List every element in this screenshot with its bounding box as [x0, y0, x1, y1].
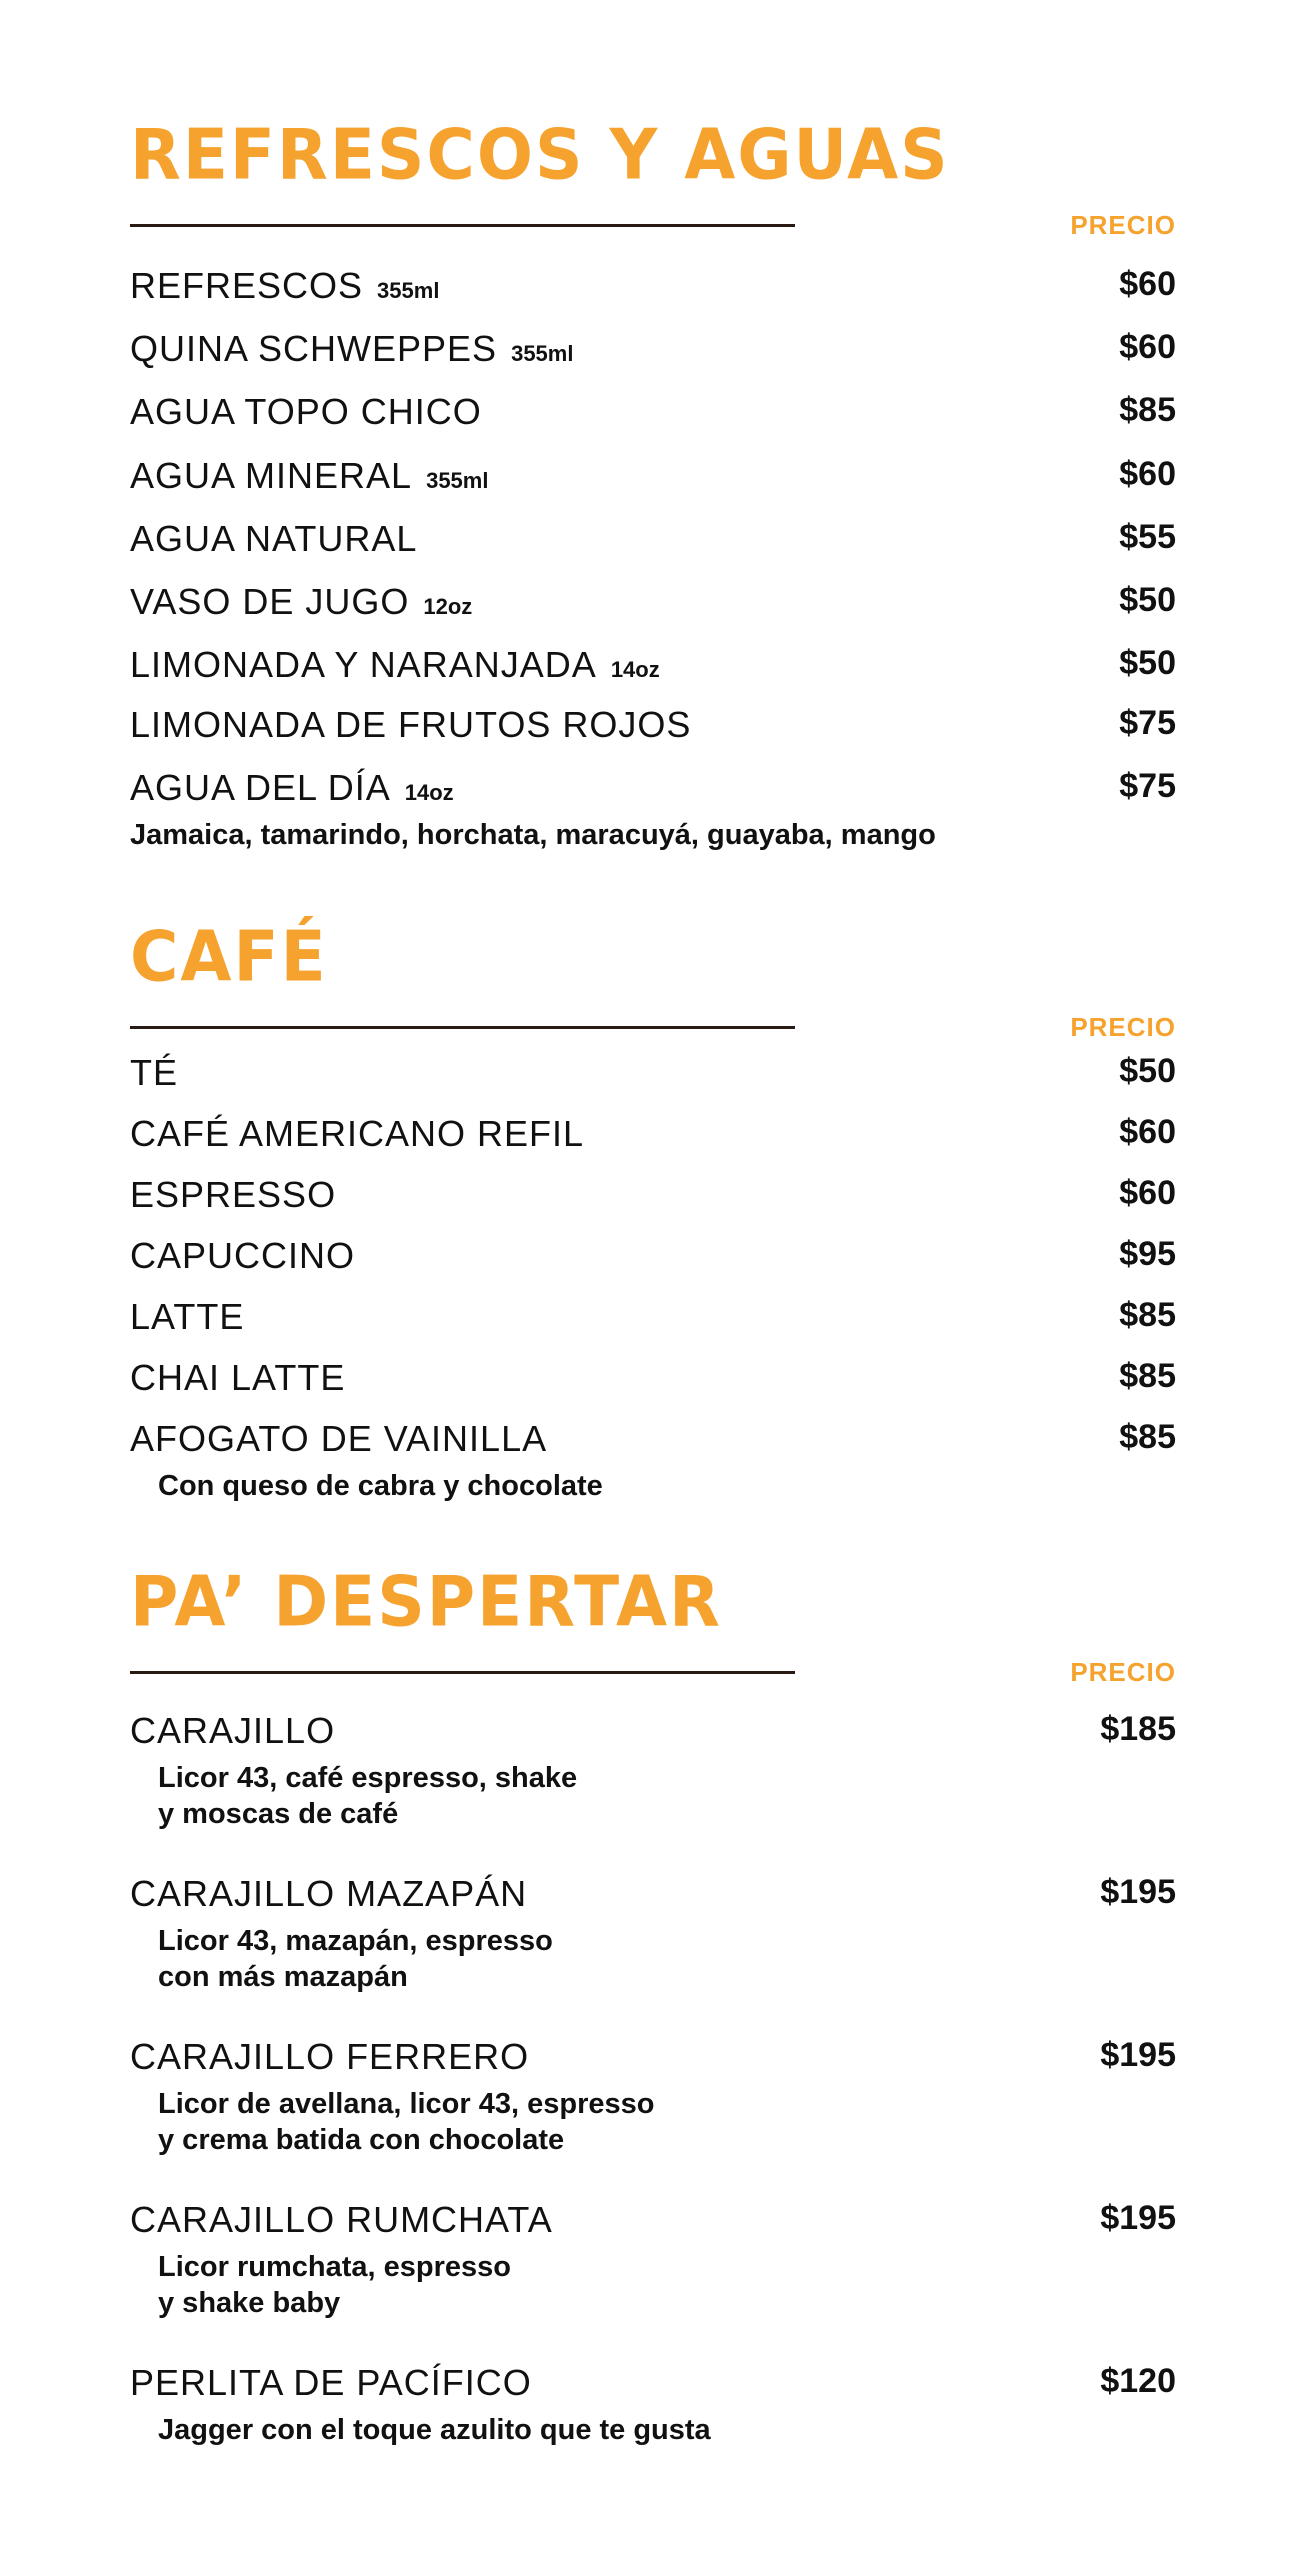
item-price: $185: [1100, 1710, 1176, 1748]
section-title: REFRESCOS Y AGUAS: [130, 113, 950, 196]
item-name: ESPRESSO: [130, 1174, 337, 1215]
item-price: $85: [1119, 1357, 1176, 1395]
item-price: $50: [1119, 1052, 1176, 1090]
item-price: $85: [1119, 391, 1176, 429]
item-price: $85: [1119, 1296, 1176, 1334]
item-description: [130, 2086, 1176, 2158]
menu-item: [130, 1710, 1176, 1832]
item-name: AGUA MINERAL: [130, 455, 413, 496]
item-description: Con queso de cabra y chocolate: [158, 1470, 603, 1502]
item-price: $120: [1100, 2362, 1176, 2400]
item-price: $85: [1119, 1418, 1176, 1456]
menu-item: [130, 644, 1176, 688]
description-line: y shake baby: [158, 2287, 341, 2319]
menu-item: [130, 2199, 1176, 2321]
item-name: LATTE: [130, 1296, 245, 1337]
item-price: $60: [1119, 265, 1176, 303]
menu-item: [130, 1113, 1176, 1157]
divider: [130, 1026, 795, 1029]
menu-item: [130, 1296, 1176, 1340]
section-title: CAFÉ: [130, 915, 328, 998]
divider: [130, 224, 795, 227]
price-header: PRECIO: [1070, 210, 1176, 240]
description-line: y crema batida con chocolate: [158, 2124, 565, 2156]
item-size: 355ml: [511, 341, 574, 366]
section-refrescos-y-aguas: [130, 113, 1176, 851]
item-price: $60: [1119, 1174, 1176, 1212]
item-name: LIMONADA DE FRUTOS ROJOS: [130, 704, 692, 745]
description-line: Licor rumchata, espresso: [158, 2251, 511, 2283]
item-description: Jamaica, tamarindo, horchata, maracuyá, guayaba, mango: [130, 819, 936, 851]
menu-item: [130, 2362, 1176, 2448]
item-size: 12oz: [423, 594, 473, 619]
item-name: AGUA DEL DÍA: [130, 767, 391, 808]
item-name: CAPUCCINO: [130, 1235, 356, 1276]
menu-item: [130, 2036, 1176, 2158]
description-line: con más mazapán: [158, 1961, 408, 1993]
item-name: REFRESCOS: [130, 265, 364, 306]
item-size: 355ml: [426, 468, 489, 493]
menu-item: [130, 1357, 1176, 1401]
description-line: y moscas de café: [158, 1798, 399, 1830]
menu-item: [130, 1052, 1176, 1096]
item-size: 14oz: [404, 780, 454, 805]
menu-item: [130, 328, 1176, 372]
section-title: PA’ DESPERTAR: [130, 1560, 722, 1643]
item-price: $195: [1100, 2199, 1176, 2237]
item-price: $60: [1119, 455, 1176, 493]
price-header: PRECIO: [1070, 1012, 1176, 1042]
item-price: $95: [1119, 1235, 1176, 1273]
item-price: $50: [1119, 581, 1176, 619]
menu-item: [130, 1873, 1176, 1995]
item-name: CHAI LATTE: [130, 1357, 346, 1398]
item-price: $50: [1119, 644, 1176, 682]
item-name: TÉ: [130, 1052, 179, 1093]
menu-item: [130, 1235, 1176, 1279]
item-size: 355ml: [377, 278, 440, 303]
menu-item: [130, 581, 1176, 625]
section-pa-despertar: [130, 1560, 1176, 2446]
item-price: $75: [1119, 767, 1176, 805]
menu-item: [130, 1174, 1176, 1218]
item-price: $195: [1100, 1873, 1176, 1911]
item-name: CARAJILLO MAZAPÁN: [130, 1873, 528, 1914]
item-name: AFOGATO DE VAINILLA: [130, 1418, 548, 1459]
item-price: $60: [1119, 328, 1176, 366]
section-cafe: [130, 915, 1176, 1502]
item-description: Jagger con el toque azulito que te gusta: [158, 2414, 711, 2446]
item-description: [130, 1760, 1176, 1832]
item-name: CAFÉ AMERICANO REFIL: [130, 1113, 585, 1154]
item-price: $195: [1100, 2036, 1176, 2074]
menu-item: [130, 455, 1176, 499]
item-description: [130, 1923, 1176, 1995]
menu-item: [130, 265, 1176, 309]
item-price: $60: [1119, 1113, 1176, 1151]
item-name: QUINA SCHWEPPES: [130, 328, 498, 369]
description-line: Licor 43, café espresso, shake: [158, 1762, 578, 1794]
item-description: [130, 2249, 1176, 2321]
item-name: CARAJILLO RUMCHATA: [130, 2199, 553, 2240]
item-price: $55: [1119, 518, 1176, 556]
item-name: AGUA NATURAL: [130, 518, 418, 559]
description-line: Licor 43, mazapán, espresso: [158, 1925, 553, 1957]
item-name: PERLITA DE PACÍFICO: [130, 2362, 532, 2403]
menu-item: [130, 767, 1176, 853]
menu-item: [130, 704, 1176, 748]
item-name: CARAJILLO FERRERO: [130, 2036, 530, 2077]
item-price: $75: [1119, 704, 1176, 742]
price-header: PRECIO: [1070, 1657, 1176, 1687]
item-name: LIMONADA Y NARANJADA: [130, 644, 597, 685]
description-line: Licor de avellana, licor 43, espresso: [158, 2088, 655, 2120]
menu-item: [130, 518, 1176, 562]
item-size: 14oz: [610, 657, 660, 682]
item-name: AGUA TOPO CHICO: [130, 391, 482, 432]
menu-item: [130, 1418, 1176, 1504]
item-name: CARAJILLO: [130, 1710, 336, 1751]
item-name: VASO DE JUGO: [130, 581, 410, 622]
divider: [130, 1671, 795, 1674]
menu-item: [130, 391, 1176, 435]
